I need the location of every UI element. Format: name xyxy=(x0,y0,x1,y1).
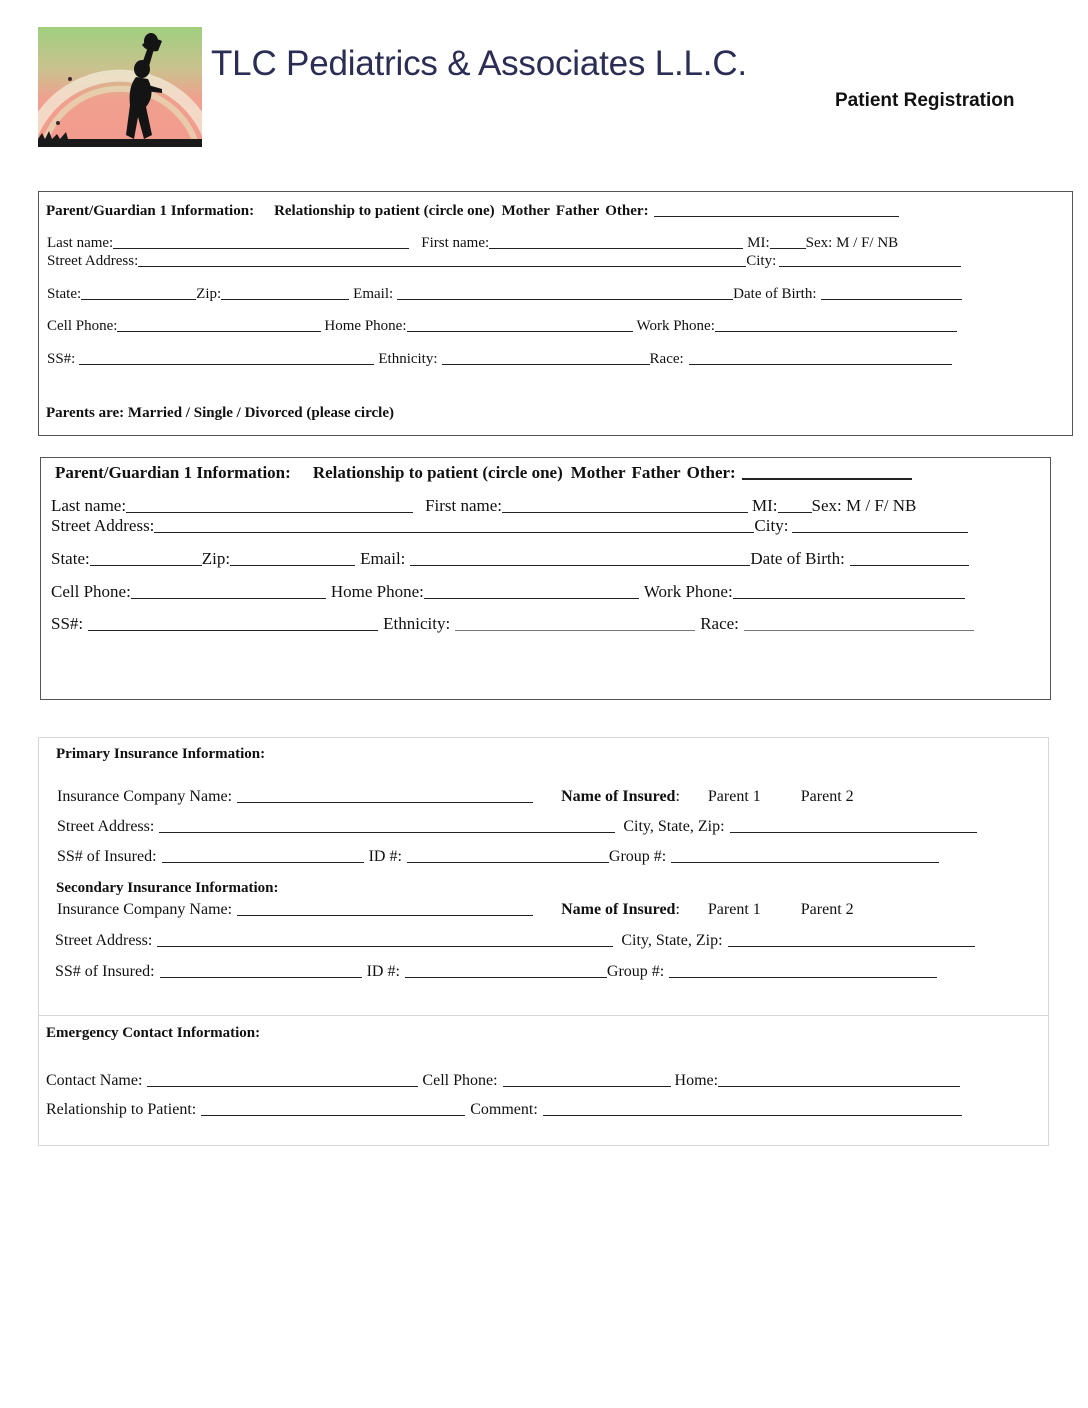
emergency-relationship-label: Relationship to Patient: xyxy=(46,1101,197,1118)
guardian2-address-row xyxy=(51,516,968,536)
guardian2-race-field[interactable] xyxy=(744,629,974,631)
primary-company-row xyxy=(57,788,854,806)
guardian1-option-other[interactable]: Other: xyxy=(605,203,649,219)
guardian1-home-field[interactable] xyxy=(407,330,633,332)
primary-id-field[interactable] xyxy=(407,861,609,863)
guardian1-ethnicity-label: Ethnicity: xyxy=(378,351,438,367)
guardian1-email-label: Email: xyxy=(353,286,394,302)
primary-ss-insured-label: SS# of Insured: xyxy=(57,848,157,865)
emergency-home-field[interactable] xyxy=(718,1085,960,1087)
guardian1-ss-field[interactable] xyxy=(79,363,374,365)
guardian2-street-field[interactable] xyxy=(154,531,754,533)
primary-name-of-insured-colon: : xyxy=(675,788,680,805)
guardian2-email-field[interactable] xyxy=(410,564,750,566)
guardian2-first-name-field[interactable] xyxy=(502,511,748,513)
document-title: Patient Registration xyxy=(835,90,1015,111)
guardian2-phone-row xyxy=(51,582,965,602)
guardian1-section xyxy=(38,191,1073,436)
guardian2-mi-label: MI: xyxy=(752,496,778,515)
primary-street-label: Street Address: xyxy=(57,818,155,835)
guardian1-marital-row xyxy=(46,405,394,422)
secondary-group-label: Group #: xyxy=(606,963,665,980)
guardian1-last-name-field[interactable] xyxy=(113,247,409,249)
guardian2-ethnicity-label: Ethnicity: xyxy=(383,614,451,633)
primary-ids-row xyxy=(57,848,939,866)
guardian2-city-field[interactable] xyxy=(792,531,968,533)
guardian1-ethnicity-field[interactable] xyxy=(442,363,650,365)
secondary-street-label: Street Address: xyxy=(55,932,153,949)
primary-group-field[interactable] xyxy=(671,861,939,863)
guardian2-state-field[interactable] xyxy=(90,564,202,566)
logo-image xyxy=(38,27,202,147)
guardian2-option-other[interactable]: Other: xyxy=(686,463,736,482)
secondary-ids-row xyxy=(55,963,937,981)
guardian2-last-name-label: Last name: xyxy=(51,496,127,515)
guardian2-heading: Parent/Guardian 1 Information: xyxy=(55,463,291,482)
emergency-comment-field[interactable] xyxy=(543,1114,962,1116)
secondary-id-label: ID #: xyxy=(366,963,400,980)
organization-name: TLC Pediatrics & Associates L.L.C. xyxy=(211,44,747,83)
secondary-insured-parent1[interactable]: Parent 1 xyxy=(707,901,761,918)
guardian1-cell-field[interactable] xyxy=(117,330,321,332)
guardian2-home-field[interactable] xyxy=(424,597,639,599)
emergency-contact-name-field[interactable] xyxy=(147,1085,418,1087)
guardian1-heading-row xyxy=(46,203,899,220)
guardian1-phone-row xyxy=(47,318,957,335)
guardian1-mi-field[interactable] xyxy=(770,247,806,249)
guardian2-other-field[interactable] xyxy=(742,477,912,480)
guardian1-sex-label[interactable]: Sex: M / F/ NB xyxy=(805,235,899,251)
guardian1-zip-field[interactable] xyxy=(221,298,349,300)
secondary-ss-insured-label: SS# of Insured: xyxy=(55,963,155,980)
secondary-insured-parent2[interactable]: Parent 2 xyxy=(800,901,854,918)
primary-street-field[interactable] xyxy=(159,831,615,833)
emergency-relationship-field[interactable] xyxy=(201,1114,465,1116)
secondary-company-row xyxy=(57,901,854,919)
guardian2-work-field[interactable] xyxy=(733,597,965,599)
guardian2-city-label: City: xyxy=(754,516,789,535)
primary-insurance-heading-row xyxy=(56,746,265,763)
guardian2-race-label: Race: xyxy=(700,614,739,633)
secondary-id-field[interactable] xyxy=(405,976,607,978)
guardian1-street-label: Street Address: xyxy=(47,253,139,269)
secondary-city-state-zip-label: City, State, Zip: xyxy=(621,932,723,949)
guardian1-state-label: State: xyxy=(47,286,82,302)
guardian1-option-father[interactable]: Father xyxy=(555,203,600,219)
guardian2-ss-label: SS#: xyxy=(51,614,84,633)
guardian1-home-label: Home Phone: xyxy=(324,318,407,334)
secondary-ss-insured-field[interactable] xyxy=(160,976,362,978)
secondary-name-of-insured-colon: : xyxy=(675,901,680,918)
guardian1-dob-label: Date of Birth: xyxy=(733,286,817,302)
guardian1-state-row xyxy=(47,286,962,303)
guardian2-state-label: State: xyxy=(51,549,90,568)
secondary-street-field[interactable] xyxy=(157,945,613,947)
guardian1-first-name-label: First name: xyxy=(421,235,490,251)
guardian2-work-label: Work Phone: xyxy=(643,582,733,601)
guardian1-option-mother[interactable]: Mother xyxy=(501,203,550,219)
guardian2-last-name-field[interactable] xyxy=(126,511,413,513)
primary-company-label: Insurance Company Name: xyxy=(57,788,233,805)
guardian2-ethnicity-field[interactable] xyxy=(455,629,695,631)
guardian2-street-label: Street Address: xyxy=(51,516,155,535)
primary-insured-parent1[interactable]: Parent 1 xyxy=(707,788,761,805)
emergency-comment-label: Comment: xyxy=(470,1101,538,1118)
emergency-cell-field[interactable] xyxy=(503,1085,671,1087)
guardian2-cell-label: Cell Phone: xyxy=(51,582,131,601)
emergency-cell-label: Cell Phone: xyxy=(422,1072,498,1089)
guardian1-heading: Parent/Guardian 1 Information: xyxy=(46,203,255,219)
guardian2-ss-field[interactable] xyxy=(88,629,378,631)
emergency-heading-row xyxy=(46,1025,260,1042)
guardian1-address-row xyxy=(47,253,961,270)
guardian1-state-field[interactable] xyxy=(81,298,196,300)
guardian2-dob-field[interactable] xyxy=(850,564,969,566)
guardian1-race-field[interactable] xyxy=(689,363,952,365)
guardian1-name-row xyxy=(47,235,898,252)
guardian2-cell-field[interactable] xyxy=(131,597,326,599)
primary-insured-parent2[interactable]: Parent 2 xyxy=(800,788,854,805)
primary-ss-insured-field[interactable] xyxy=(162,861,364,863)
marital-status-options[interactable]: Parents are: Married / Single / Divorced (please circle) xyxy=(46,405,394,421)
guardian2-section xyxy=(40,457,1051,700)
guardian1-dob-field[interactable] xyxy=(821,298,962,300)
guardian2-home-label: Home Phone: xyxy=(330,582,424,601)
section-divider xyxy=(38,1015,1049,1016)
guardian1-mi-label: MI: xyxy=(747,235,770,251)
guardian1-last-name-label: Last name: xyxy=(47,235,114,251)
guardian1-work-field[interactable] xyxy=(715,330,957,332)
emergency-contact-row xyxy=(46,1072,960,1090)
primary-company-field[interactable] xyxy=(237,801,533,803)
emergency-contact-name-label: Contact Name: xyxy=(46,1072,143,1089)
guardian1-city-label: City: xyxy=(746,253,777,269)
primary-address-row xyxy=(57,818,977,836)
primary-city-state-zip-field[interactable] xyxy=(730,831,977,833)
emergency-heading: Emergency Contact Information: xyxy=(46,1025,261,1041)
primary-name-of-insured-label: Name of Insured xyxy=(561,788,676,805)
emergency-home-label: Home: xyxy=(674,1072,719,1089)
secondary-insurance-heading-row xyxy=(56,880,279,897)
guardian2-mi-field[interactable] xyxy=(778,511,812,513)
guardian1-ss-label: SS#: xyxy=(47,351,76,367)
secondary-address-row xyxy=(55,932,975,950)
secondary-company-label: Insurance Company Name: xyxy=(57,901,233,918)
guardian2-zip-field[interactable] xyxy=(230,564,355,566)
secondary-name-of-insured-label: Name of Insured xyxy=(561,901,676,918)
secondary-group-field[interactable] xyxy=(669,976,937,978)
guardian2-email-label: Email: xyxy=(360,549,406,568)
guardian2-name-row xyxy=(51,496,916,516)
guardian2-relationship-label: Relationship to patient (circle one) xyxy=(312,463,563,482)
guardian2-option-father[interactable]: Father xyxy=(631,463,681,482)
secondary-company-field[interactable] xyxy=(237,914,533,916)
guardian1-email-field[interactable] xyxy=(397,298,733,300)
guardian1-ss-row xyxy=(47,351,952,368)
guardian1-zip-label: Zip: xyxy=(196,286,222,302)
primary-id-label: ID #: xyxy=(368,848,402,865)
guardian2-sex-label[interactable]: Sex: M / F/ NB xyxy=(811,496,917,515)
guardian2-heading-row xyxy=(55,463,912,483)
emergency-relationship-row xyxy=(46,1101,962,1119)
primary-group-label: Group #: xyxy=(608,848,667,865)
guardian2-state-row xyxy=(51,549,969,569)
guardian1-street-field[interactable] xyxy=(138,265,746,267)
guardian1-other-field[interactable] xyxy=(654,215,899,217)
guardian1-relationship-label: Relationship to patient (circle one) xyxy=(274,203,495,219)
secondary-city-state-zip-field[interactable] xyxy=(728,945,975,947)
guardian1-city-field[interactable] xyxy=(779,265,961,267)
guardian1-race-label: Race: xyxy=(649,351,684,367)
guardian1-work-label: Work Phone: xyxy=(636,318,715,334)
guardian2-dob-label: Date of Birth: xyxy=(750,549,845,568)
child-silhouette-logo xyxy=(38,27,202,147)
primary-insurance-heading: Primary Insurance Information: xyxy=(56,746,266,762)
guardian2-first-name-label: First name: xyxy=(425,496,503,515)
guardian1-first-name-field[interactable] xyxy=(489,247,743,249)
guardian1-cell-label: Cell Phone: xyxy=(47,318,118,334)
guardian2-zip-label: Zip: xyxy=(201,549,231,568)
primary-city-state-zip-label: City, State, Zip: xyxy=(623,818,725,835)
guardian2-option-mother[interactable]: Mother xyxy=(570,463,626,482)
guardian2-ss-row xyxy=(51,614,974,634)
secondary-insurance-heading: Secondary Insurance Information: xyxy=(56,880,279,896)
